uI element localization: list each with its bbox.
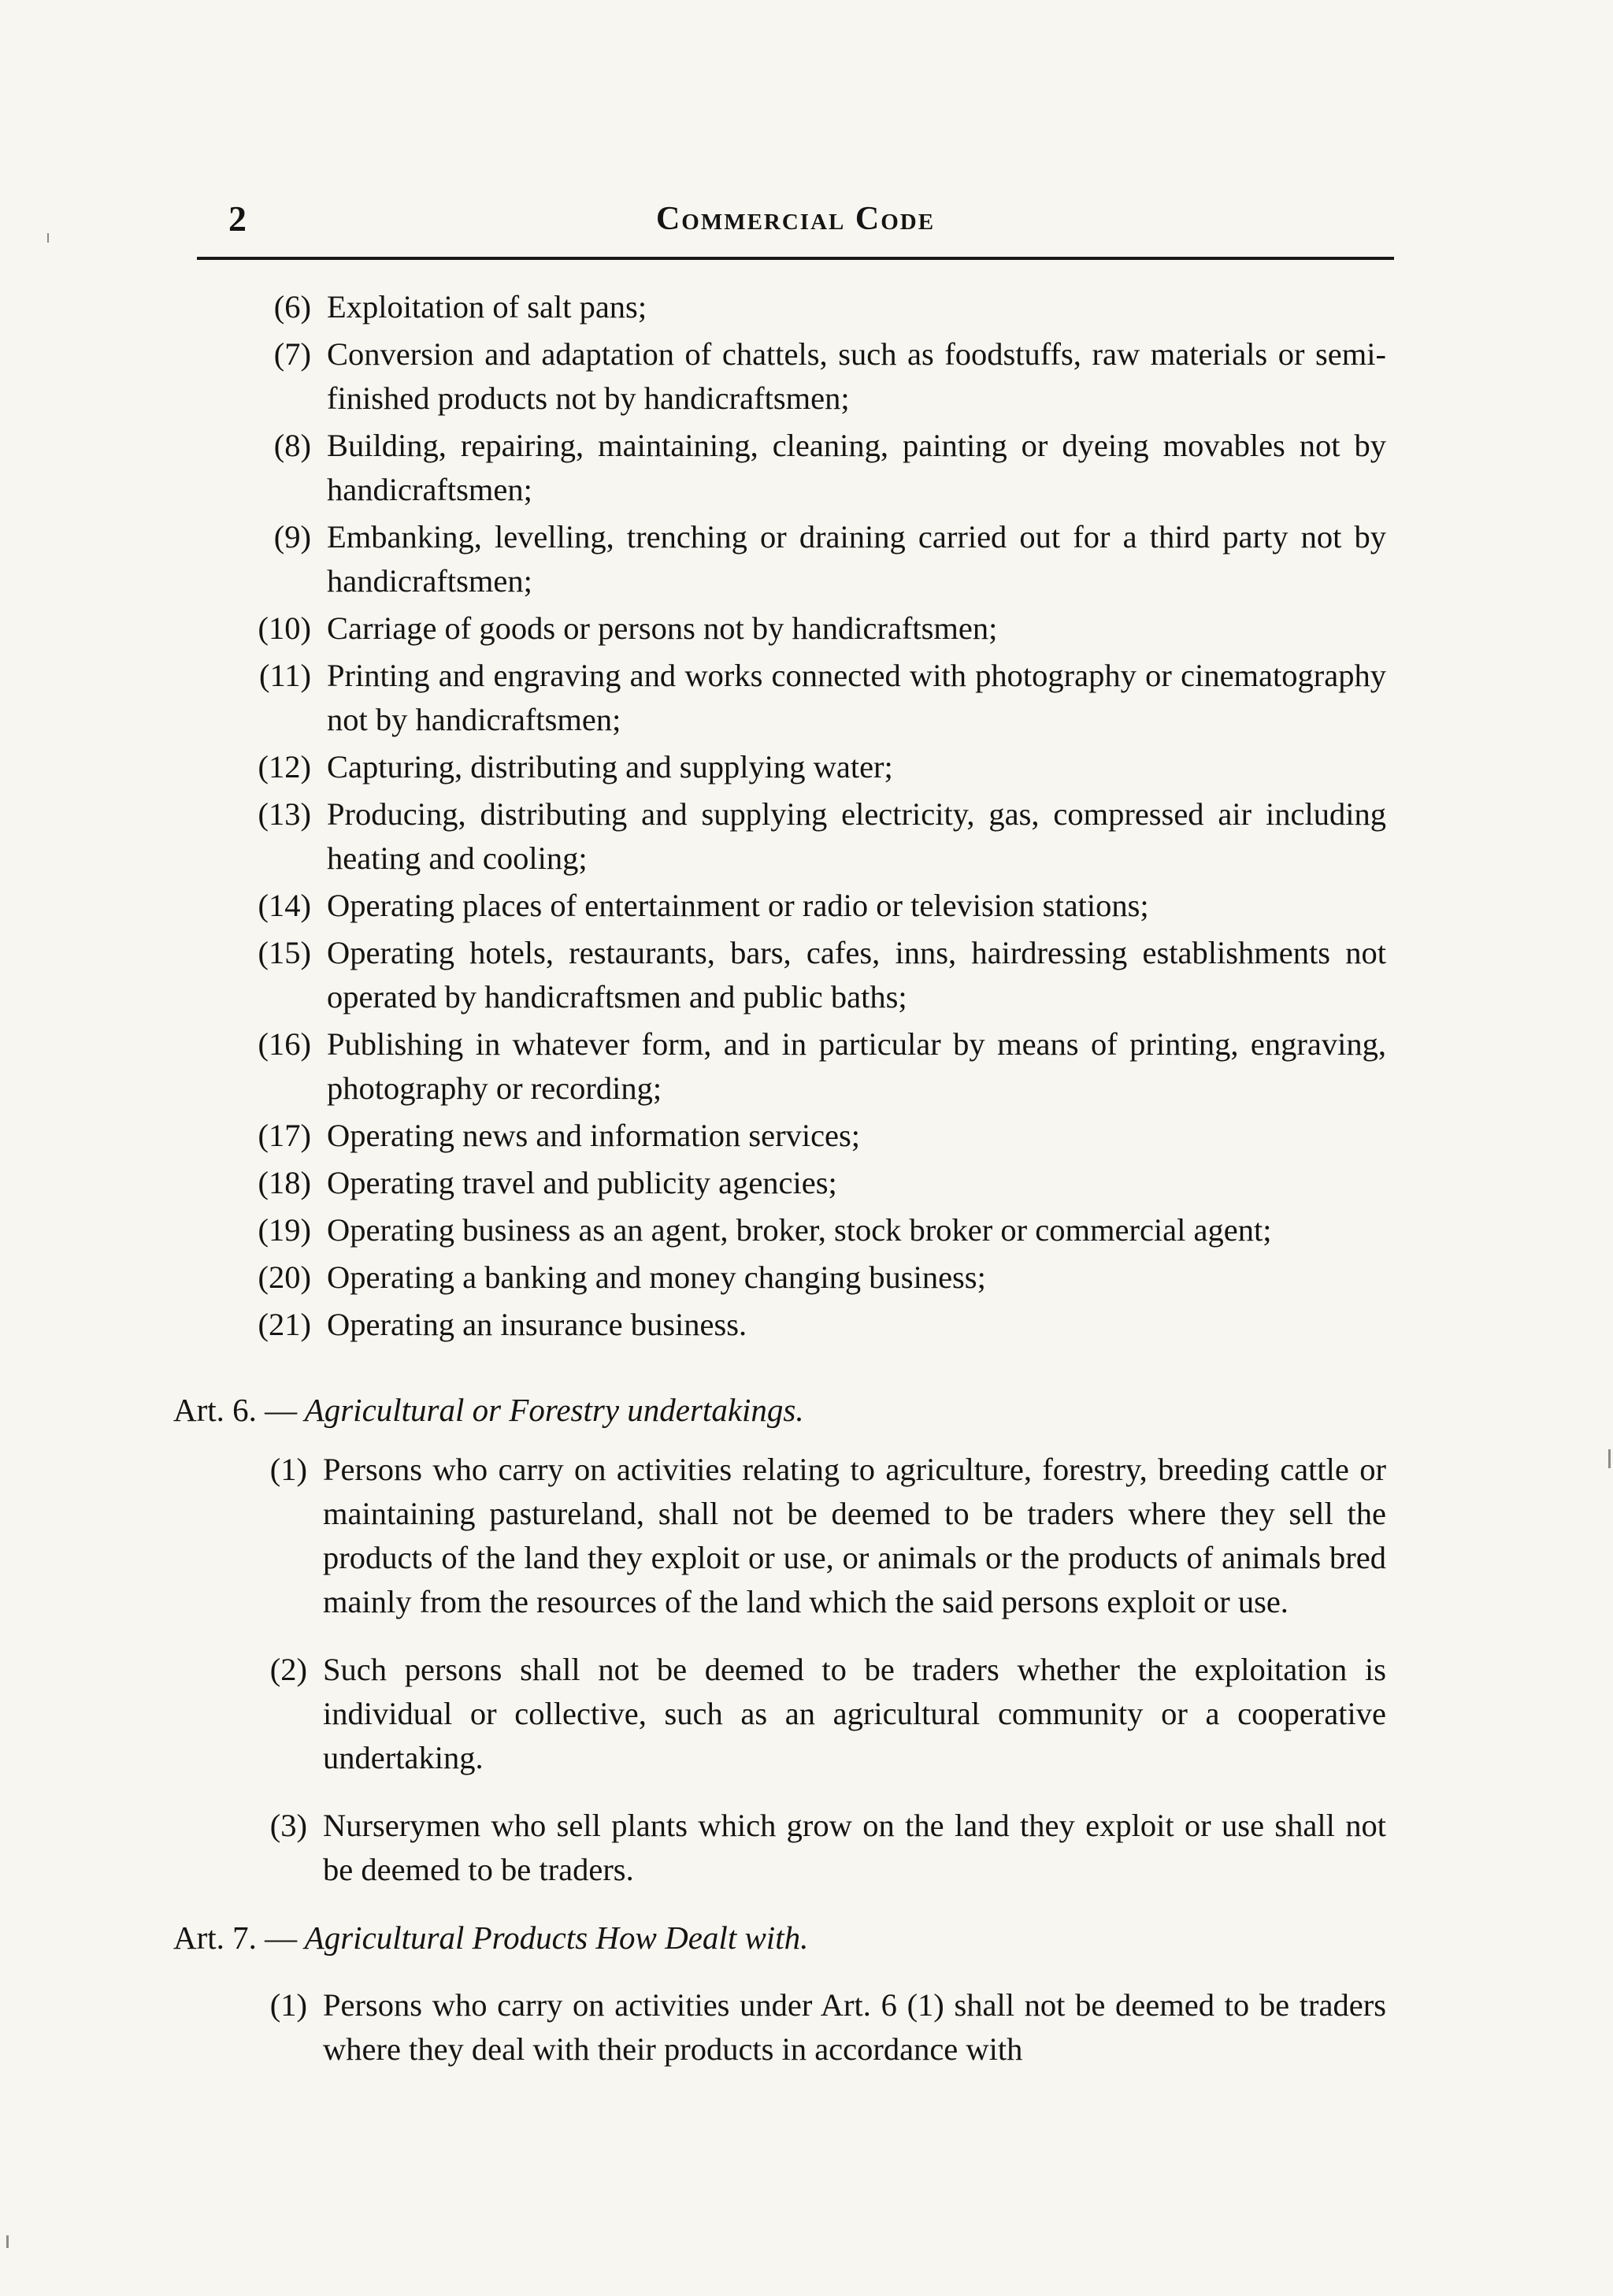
item-text: Persons who carry on activities relating to agriculture, forestry, breeding cattle or maintaining pastureland, shall not be deemed to be traders where they sell the products of the land they exploit or use, or animals or the products of animals bred mainly from the resources of the land which the said persons exploit or use. <box>323 1452 1386 1619</box>
item-number: (9) <box>273 519 311 555</box>
list-item <box>228 285 1386 329</box>
list-item <box>228 1161 1386 1205</box>
item-text: Capturing, distributing and supplying water; <box>327 749 893 784</box>
list-item <box>228 515 1386 603</box>
list-item <box>228 745 1386 789</box>
item-text: Printing and engraving and works connected with photography or cinematography not by handicraftsmen; <box>327 658 1386 737</box>
item-text: Producing, distributing and supplying electricity, gas, compressed air including heating and cooling; <box>327 796 1386 876</box>
list-item <box>228 1022 1386 1111</box>
article-6-heading <box>173 1388 804 1432</box>
item-number: (16) <box>258 1026 311 1062</box>
item-number: (17) <box>258 1118 311 1153</box>
item-text: Operating business as an agent, broker, stock broker or commercial agent; <box>327 1212 1272 1248</box>
item-number: (18) <box>258 1165 311 1200</box>
item-number: (10) <box>258 610 311 646</box>
article-7-title: Agricultural Products How Dealt with. <box>304 1920 809 1956</box>
list-item <box>228 931 1386 1019</box>
item-text: Persons who carry on activities under Art. 6 (1) shall not be deemed to be traders where they deal with their products in accordance with <box>323 1987 1386 2067</box>
item-number: (6) <box>273 289 311 325</box>
header-rule <box>197 257 1394 260</box>
item-text: Operating hotels, restaurants, bars, cafes, inns, hairdressing establishments not operated by handicraftsmen and public baths; <box>327 935 1386 1014</box>
item-number: (1) <box>269 1987 307 2023</box>
item-number: (15) <box>258 935 311 970</box>
running-title: Commercial Code <box>655 201 936 237</box>
item-text: Operating an insurance business. <box>327 1307 747 1342</box>
list-item <box>228 654 1386 742</box>
item-text: Exploitation of salt pans; <box>327 289 647 325</box>
item-number: (1) <box>269 1452 307 1487</box>
item-number: (7) <box>273 336 311 372</box>
article-7-label: Art. 7. — <box>173 1920 298 1956</box>
item-text: Operating news and information services; <box>327 1118 861 1153</box>
item-text: Such persons shall not be deemed to be traders whether the exploitation is individual or collective, such as an agricultural community or a cooperative undertaking. <box>323 1652 1386 1775</box>
item-text: Nurserymen who sell plants which grow on the land they exploit or use shall not be deemed to be traders. <box>323 1808 1386 1887</box>
item-text: Operating travel and publicity agencies; <box>327 1165 837 1200</box>
item-number: (19) <box>258 1212 311 1248</box>
list-item <box>228 1256 1386 1300</box>
list-item <box>236 1804 1386 1892</box>
article-7-body <box>236 1983 1386 2072</box>
list-item <box>228 606 1386 651</box>
item-text: Operating a banking and money changing business; <box>327 1259 986 1295</box>
enumerated-list <box>228 285 1386 1347</box>
item-text: Embanking, levelling, trenching or draining carried out for a third party not by handicraftsmen; <box>327 519 1386 599</box>
item-number: (8) <box>273 428 311 463</box>
item-number: (2) <box>269 1652 307 1687</box>
article-6-title: Agricultural or Forestry undertakings. <box>304 1392 804 1428</box>
article-6-label: Art. 6. — <box>173 1392 298 1428</box>
list-item <box>228 424 1386 512</box>
page-header <box>197 195 1394 250</box>
item-number: (14) <box>258 888 311 923</box>
article-7-heading <box>173 1916 808 1960</box>
scan-edge-mark <box>1608 1449 1611 1468</box>
item-text: Operating places of entertainment or radio or television stations; <box>327 888 1149 923</box>
item-text: Publishing in whatever form, and in particular by means of printing, engraving, photography or recording; <box>327 1026 1386 1106</box>
list-item <box>228 884 1386 928</box>
item-number: (12) <box>258 749 311 784</box>
list-item <box>236 1648 1386 1780</box>
item-number: (11) <box>259 658 311 693</box>
list-item <box>228 332 1386 421</box>
scan-edge-mark <box>6 2235 9 2248</box>
list-item <box>228 1303 1386 1347</box>
list-item <box>236 1983 1386 2072</box>
item-number: (13) <box>258 796 311 832</box>
item-number: (3) <box>269 1808 307 1843</box>
list-item <box>228 792 1386 881</box>
item-number: (20) <box>258 1259 311 1295</box>
list-item <box>228 1114 1386 1158</box>
article-6-body <box>236 1448 1386 1892</box>
item-text: Carriage of goods or persons not by handicraftsmen; <box>327 610 998 646</box>
list-item <box>228 1208 1386 1252</box>
page-number: 2 <box>228 198 247 239</box>
item-text: Building, repairing, maintaining, cleaning, painting or dyeing movables not by handicraftsmen; <box>327 428 1386 507</box>
scan-edge-mark <box>47 233 49 243</box>
item-number: (21) <box>258 1307 311 1342</box>
item-text: Conversion and adaptation of chattels, such as foodstuffs, raw materials or semi-finished products not by handicraftsmen; <box>327 336 1386 416</box>
list-item <box>236 1448 1386 1624</box>
